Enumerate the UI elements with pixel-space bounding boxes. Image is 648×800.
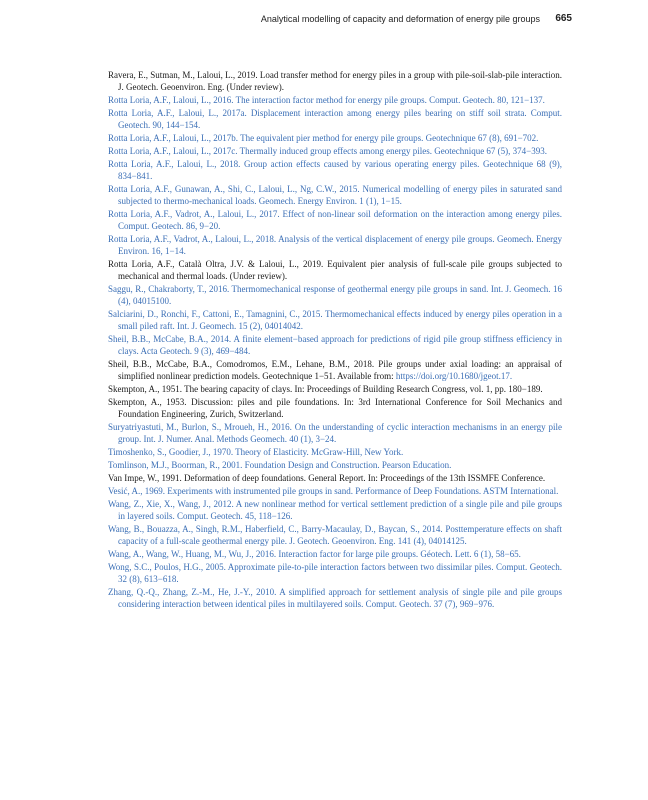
reference-entry[interactable]	[108, 132, 562, 144]
reference-entry[interactable]	[108, 145, 562, 157]
reference-text: Van Impe, W., 1991. Deformation of deep foundations. General Report. In: Proceedings of the 13th ISSMFE Conference.	[108, 473, 546, 483]
reference-text: Rotta Loria, A.F., Vadrot, A., Laloui, L., 2017. Effect of non-linear soil deformation on the interaction among energy piles. Comput. Geotech. 86, 9−20.	[108, 209, 562, 231]
reference-text: Sheil, B.B., McCabe, B.A., 2014. A finite element−based approach for predictions of rigid pile group stiffness efficiency in clays. Acta Geotech. 9 (3), 469−484.	[108, 334, 562, 356]
running-header	[0, 12, 572, 28]
reference-entry[interactable]	[108, 333, 562, 357]
reference-entry[interactable]	[108, 283, 562, 307]
reference-text: Rotta Loria, A.F., Laloui, L., 2017c. Thermally induced group effects among energy piles. Geotechnique 67 (5), 374−393.	[108, 146, 548, 156]
reference-entry[interactable]	[108, 308, 562, 332]
reference-text: Wong, S.C., Poulos, H.G., 2005. Approximate pile-to-pile interaction factors between two dissimilar piles. Comput. Geotech. 32 (8), 613−618.	[108, 562, 562, 584]
reference-entry[interactable]	[108, 107, 562, 131]
reference-entry[interactable]	[108, 208, 562, 232]
reference-text: Salciarini, D., Ronchi, F., Cattoni, E., Tamagnini, C., 2015. Thermomechanical effects induced by energy piles operation in a small piled raft. Int. J. Geomech. 15 (2), 04014042.	[108, 309, 562, 331]
reference-entry[interactable]	[108, 158, 562, 182]
reference-text: Wang, A., Wang, W., Huang, M., Wu, J., 2016. Interaction factor for large pile groups. Géotech. Lett. 6 (1), 58−65.	[108, 549, 521, 559]
reference-text: Rotta Loria, A.F., Català Oltra, J.V. & Laloui, L., 2019. Equivalent pier analysis of full-scale pile groups subjected to mechanical and thermal loads. (Under review).	[108, 259, 562, 281]
reference-entry	[108, 69, 562, 93]
reference-entry	[108, 383, 562, 395]
reference-text: Rotta Loria, A.F., Laloui, L., 2018. Group action effects caused by various operating energy piles. Geotechnique 68 (9), 834−841.	[108, 159, 562, 181]
reference-text: Rotta Loria, A.F., Laloui, L., 2016. The interaction factor method for energy pile groups. Comput. Geotech. 80, 121−137.	[108, 95, 545, 105]
reference-entry	[108, 258, 562, 282]
running-header-title: Analytical modelling of capacity and deformation of energy pile groups	[260, 14, 540, 24]
reference-text: Tomlinson, M.J., Boorman, R., 2001. Foundation Design and Construction. Pearson Education.	[108, 460, 452, 470]
reference-entry	[108, 396, 562, 420]
reference-text: Suryatriyastuti, M., Burlon, S., Mroueh, H., 2016. On the understanding of cyclic interaction mechanisms in an energy pile group. Int. J. Numer. Anal. Methods Geomech. 40 (1), 3−24.	[108, 422, 562, 444]
reference-entry[interactable]	[108, 485, 562, 497]
reference-text: Sheil, B.B., McCabe, B.A., Comodromos, E.M., Lehane, B.M., 2018. Pile groups under axial loading: an appraisal of simplified nonlinear prediction models. Geotechnique 1−51. Available from:	[108, 359, 562, 381]
reference-text: Rotta Loria, A.F., Gunawan, A., Shi, C., Laloui, L., Ng, C.W., 2015. Numerical modelling of energy piles in saturated sand subjected to thermo-mechanical loads. Geomech. Energy Environ. 1 (1), 1−15.	[108, 184, 562, 206]
reference-entry[interactable]	[108, 183, 562, 207]
reference-text: Rotta Loria, A.F., Laloui, L., 2017b. The equivalent pier method for energy pile groups. Geotechnique 67 (8), 691−702.	[108, 133, 539, 143]
reference-text: Skempton, A., 1953. Discussion: piles and pile foundations. In: 3rd International Conference for Soil Mechanics and Foundation Engineering, Zurich, Switzerland.	[108, 397, 562, 419]
reference-text: Timoshenko, S., Goodier, J., 1970. Theory of Elasticity. McGraw-Hill, New York.	[108, 447, 404, 457]
reference-entry[interactable]	[108, 94, 562, 106]
reference-entry[interactable]	[108, 498, 562, 522]
reference-entry[interactable]	[108, 561, 562, 585]
page-number: 665	[555, 13, 572, 24]
reference-entry[interactable]	[108, 421, 562, 445]
reference-text: Skempton, A., 1951. The bearing capacity of clays. In: Proceedings of Building Research Congress, vol. 1, pp. 180−189.	[108, 384, 543, 394]
reference-entry[interactable]	[108, 233, 562, 257]
doi-link[interactable]: https://doi.org/10.1680/jgeot.17.	[395, 371, 513, 381]
reference-entry	[108, 358, 562, 382]
reference-text: Rotta Loria, A.F., Laloui, L., 2017a. Displacement interaction among energy piles bearing on stiff soil strata. Comput. Geotech. 90, 144−154.	[108, 108, 562, 130]
reference-text: Zhang, Q.-Q., Zhang, Z.-M., He, J.-Y., 2010. A simplified approach for settlement analysis of single pile and pile groups considering interaction between identical piles in multilayered soils. Comput. Geotech. 37 (7), 969−976.	[108, 587, 562, 609]
reference-entry[interactable]	[108, 446, 562, 458]
reference-text: Rotta Loria, A.F., Vadrot, A., Laloui, L., 2018. Analysis of the vertical displacement of energy pile groups. Geomech. Energy Environ. 16, 1−14.	[108, 234, 562, 256]
reference-text: Ravera, E., Sutman, M., Laloui, L., 2019. Load transfer method for energy piles in a group with pile-soil-slab-pile interaction. J. Geotech. Geoenviron. Eng. (Under review).	[108, 70, 562, 92]
reference-entry[interactable]	[108, 459, 562, 471]
reference-text: Vesić, A., 1969. Experiments with instrumented pile groups in sand. Performance of Deep Foundations. ASTM International.	[108, 486, 559, 496]
reference-entry[interactable]	[108, 586, 562, 610]
reference-entry	[108, 472, 562, 484]
reference-text: Saggu, R., Chakraborty, T., 2016. Thermomechanical response of geothermal energy pile groups in sand. Int. J. Geomech. 16 (4), 04015100.	[108, 284, 562, 306]
reference-list	[108, 69, 562, 611]
reference-entry[interactable]	[108, 523, 562, 547]
reference-text: Wang, Z., Xie, X., Wang, J., 2012. A new nonlinear method for vertical settlement prediction of a single pile and pile groups in layered soils. Comput. Geotech. 45, 118−126.	[108, 499, 562, 521]
reference-text: Wang, B., Bouazza, A., Singh, R.M., Haberfield, C., Barry-Macaulay, D., Baycan, S., 2014. Posttemperature effects on shaft capacity of a full-scale geothermal energy pile. J. Geotech. Geoenviron. Eng. 141 (4), 04014125.	[108, 524, 562, 546]
reference-entry[interactable]	[108, 548, 562, 560]
